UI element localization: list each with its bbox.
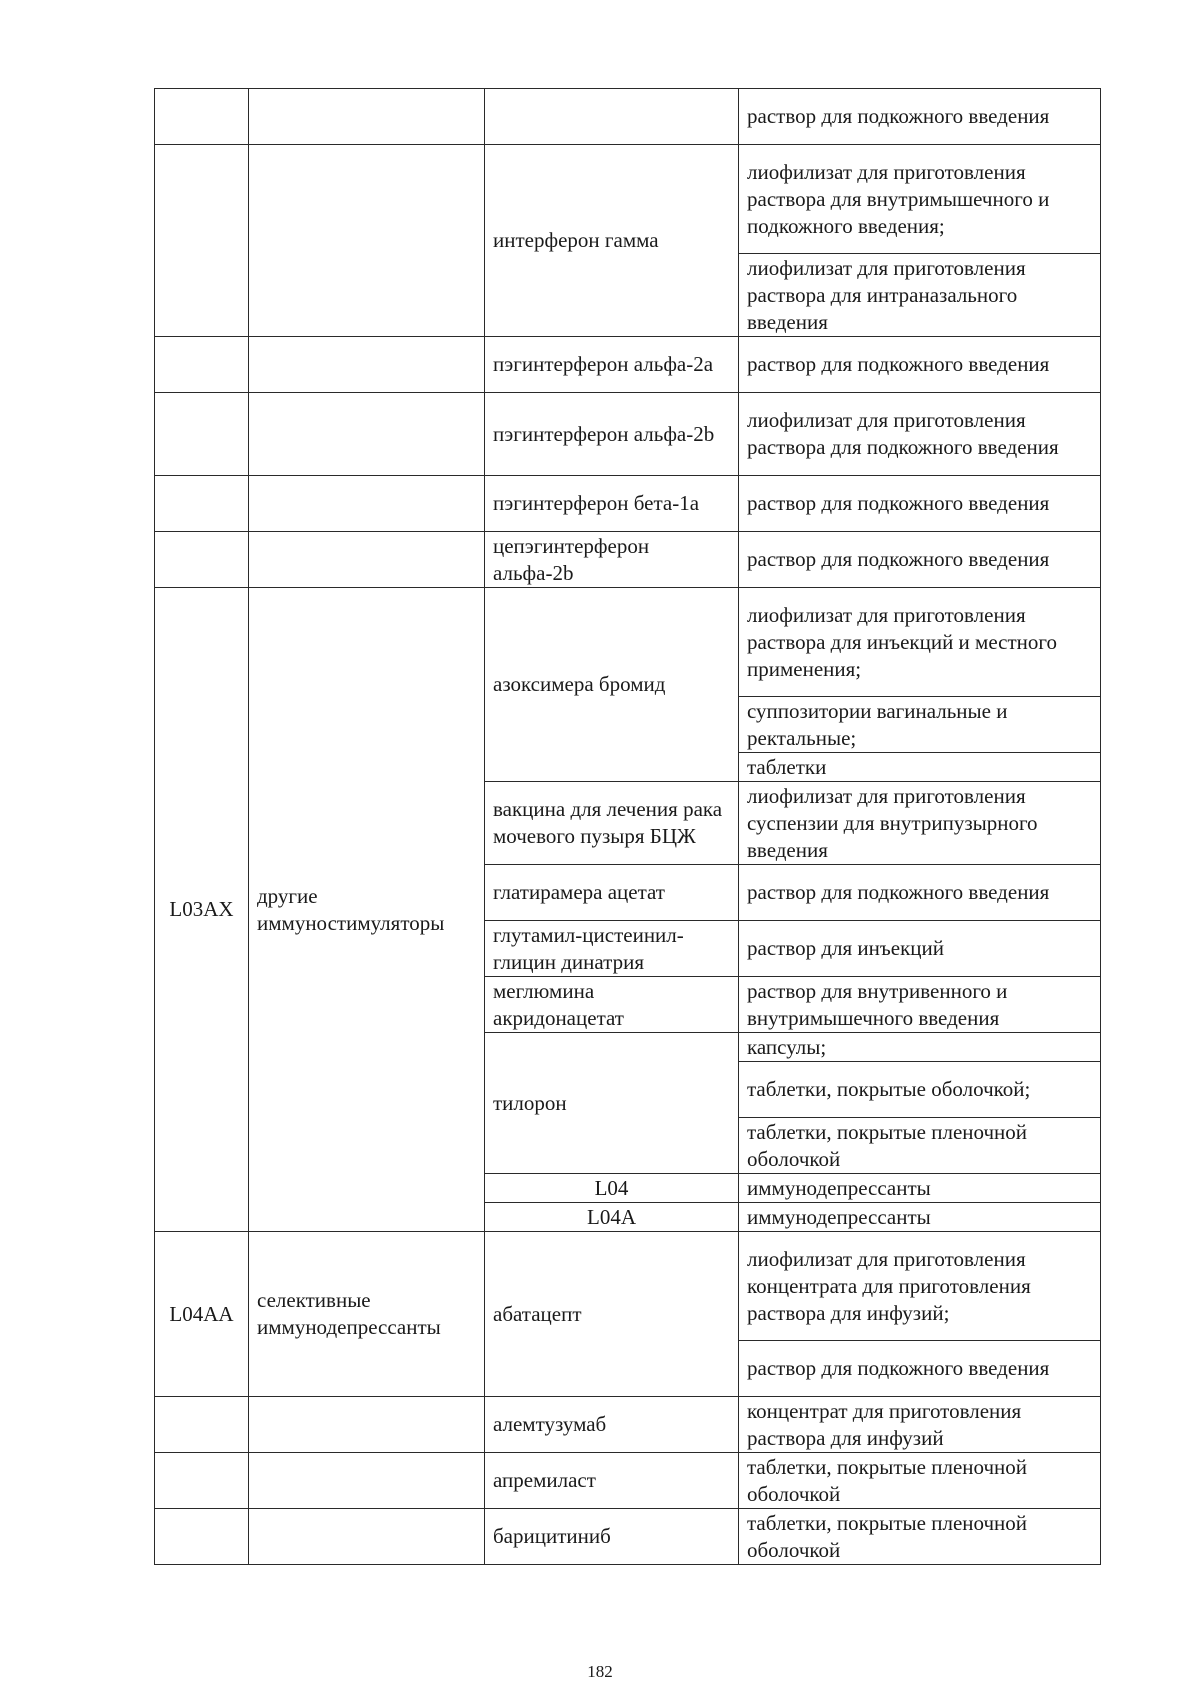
group-cell <box>249 1453 485 1509</box>
group-cell <box>249 145 485 337</box>
substance-cell: пэгинтерферон альфа-2b <box>485 393 739 476</box>
form-cell: раствор для инъекций <box>739 921 1101 977</box>
table-row <box>155 532 1101 588</box>
form-cell: лиофилизат для приготовления раствора для подкожного введения <box>739 393 1101 476</box>
substance-cell: интерферон гамма <box>485 145 739 337</box>
form-cell: раствор для подкожного введения <box>739 1341 1101 1397</box>
atc-code-cell <box>155 1397 249 1453</box>
atc-code-cell <box>155 1509 249 1565</box>
substance-cell: вакцина для лечения рака мочевого пузыря БЦЖ <box>485 782 739 865</box>
substance-cell: глутамил-цистеинил-глицин динатрия <box>485 921 739 977</box>
form-cell: раствор для внутривенного и внутримышечного введения <box>739 977 1101 1033</box>
table-row <box>155 1397 1101 1453</box>
atc-code-cell <box>155 145 249 337</box>
substance-cell: меглюмина акридонацетат <box>485 977 739 1033</box>
substance-cell <box>485 89 739 145</box>
substance-cell: тилорон <box>485 1033 739 1174</box>
atc-code-cell <box>155 532 249 588</box>
substance-cell: глатирамера ацетат <box>485 865 739 921</box>
group-cell <box>249 89 485 145</box>
form-cell: раствор для подкожного введения <box>739 476 1101 532</box>
atc-code-cell <box>155 476 249 532</box>
form-cell: лиофилизат для приготовления раствора для инъекций и местного применения; <box>739 588 1101 697</box>
form-cell: раствор для подкожного введения <box>739 337 1101 393</box>
form-cell: таблетки, покрытые пленочной оболочкой <box>739 1509 1101 1565</box>
group-cell <box>249 393 485 476</box>
group-cell <box>249 337 485 393</box>
atc-code-cell: L03AX <box>155 588 249 1232</box>
form-cell: таблетки, покрытые пленочной оболочкой <box>739 1118 1101 1174</box>
page-number: 182 <box>587 1662 613 1681</box>
group-cell: другие иммуностимуляторы <box>249 588 485 1232</box>
atc-code-cell: L04 <box>485 1174 739 1203</box>
group-cell: иммунодепрессанты <box>739 1174 1101 1203</box>
table-row <box>155 1509 1101 1565</box>
group-cell <box>249 532 485 588</box>
form-cell: раствор для подкожного введения <box>739 89 1101 145</box>
form-cell: концентрат для приготовления раствора для инфузий <box>739 1397 1101 1453</box>
atc-code-cell: L04AA <box>155 1232 249 1397</box>
form-cell: раствор для подкожного введения <box>739 532 1101 588</box>
table-row <box>155 1453 1101 1509</box>
drug-table <box>154 88 1101 1565</box>
table-row <box>155 1232 1101 1341</box>
substance-cell: пэгинтерферон бета-1a <box>485 476 739 532</box>
substance-cell: азоксимера бромид <box>485 588 739 782</box>
group-cell: иммунодепрессанты <box>739 1203 1101 1232</box>
atc-code-cell: L04A <box>485 1203 739 1232</box>
table-row <box>155 393 1101 476</box>
substance-cell: барицитиниб <box>485 1509 739 1565</box>
table-row <box>155 337 1101 393</box>
table-row <box>155 588 1101 697</box>
form-cell: лиофилизат для приготовления раствора для внутримышечного и подкожного введения; <box>739 145 1101 254</box>
group-cell <box>249 476 485 532</box>
form-cell: капсулы; <box>739 1033 1101 1062</box>
form-cell: таблетки, покрытые пленочной оболочкой <box>739 1453 1101 1509</box>
group-cell <box>249 1509 485 1565</box>
table-row <box>155 145 1101 254</box>
form-cell: лиофилизат для приготовления суспензии для внутрипузырного введения <box>739 782 1101 865</box>
table-row <box>155 89 1101 145</box>
table-row <box>155 476 1101 532</box>
form-cell: таблетки <box>739 753 1101 782</box>
group-cell: селективные иммунодепрессанты <box>249 1232 485 1397</box>
atc-code-cell <box>155 1453 249 1509</box>
form-cell: лиофилизат для приготовления концентрата для приготовления раствора для инфузий; <box>739 1232 1101 1341</box>
form-cell: таблетки, покрытые оболочкой; <box>739 1062 1101 1118</box>
group-cell <box>249 1397 485 1453</box>
substance-cell: абатацепт <box>485 1232 739 1397</box>
form-cell: суппозитории вагинальные и ректальные; <box>739 697 1101 753</box>
substance-cell: апремиласт <box>485 1453 739 1509</box>
atc-code-cell <box>155 337 249 393</box>
form-cell: лиофилизат для приготовления раствора для интраназального введения <box>739 254 1101 337</box>
form-cell: раствор для подкожного введения <box>739 865 1101 921</box>
atc-code-cell <box>155 89 249 145</box>
atc-code-cell <box>155 393 249 476</box>
substance-cell: пэгинтерферон альфа-2a <box>485 337 739 393</box>
substance-cell: алемтузумаб <box>485 1397 739 1453</box>
substance-cell: цепэгинтерферон альфа-2b <box>485 532 739 588</box>
